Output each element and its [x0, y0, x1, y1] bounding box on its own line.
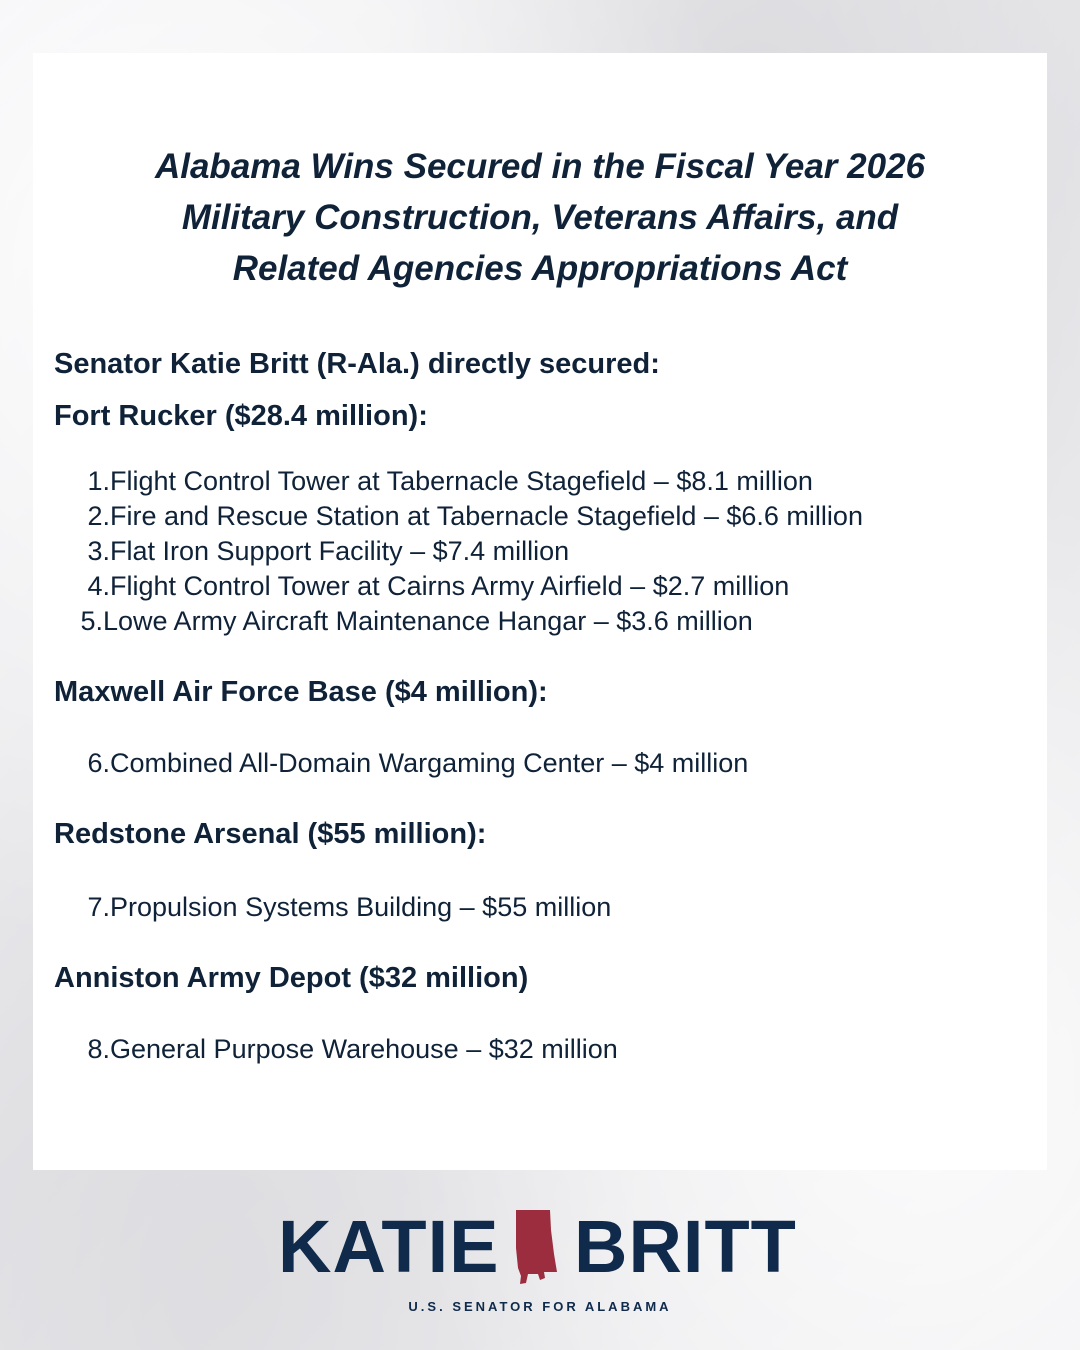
list-item-text: Flight Control Tower at Cairns Army Airfield – $2.7 million: [110, 571, 790, 601]
list-item-text: General Purpose Warehouse – $32 million: [110, 1034, 618, 1064]
list-item-text: Flight Control Tower at Tabernacle Stagefield – $8.1 million: [110, 466, 813, 496]
list-item-text: Fire and Rescue Station at Tabernacle Stagefield – $6.6 million: [110, 501, 863, 531]
title-line-1: Alabama Wins Secured in the Fiscal Year 2026: [154, 147, 926, 186]
list-item-number: 6.: [87, 748, 110, 778]
list-item-text: Flat Iron Support Facility – $7.4 million: [110, 536, 570, 566]
list-item-number: 7.: [87, 892, 110, 922]
list-item-number: 5.: [80, 606, 103, 636]
section-heading-redstone: Redstone Arsenal ($55 million):: [54, 818, 487, 850]
title-line-2: Military Construction, Veterans Affairs, and: [181, 198, 899, 237]
list-item-number: 4.: [87, 571, 110, 601]
list-item-text: Propulsion Systems Building – $55 million: [110, 892, 612, 922]
logo-first-name: KATIE: [278, 1205, 500, 1288]
list-item-number: 2.: [87, 501, 110, 531]
list-item-number: 8.: [87, 1034, 110, 1064]
logo-last-name: BRITT: [574, 1205, 797, 1288]
list-item-number: 3.: [87, 536, 110, 566]
alabama-state-icon: [510, 1208, 560, 1288]
page-title: [0, 141, 1080, 294]
katie-britt-logo: [278, 1205, 802, 1288]
title-line-3: Related Agencies Appropriations Act: [232, 249, 848, 288]
logo-tagline: U.S. SENATOR FOR ALABAMA: [408, 1299, 672, 1314]
list-item-text: Lowe Army Aircraft Maintenance Hangar – $3.6 million: [103, 606, 753, 636]
section-heading-anniston: Anniston Army Depot ($32 million): [54, 962, 529, 994]
intro-heading: Senator Katie Britt (R-Ala.) directly secured:: [54, 348, 660, 380]
list-item-number: 1.: [87, 466, 110, 496]
list-item-text: Combined All-Domain Wargaming Center – $4 million: [110, 748, 749, 778]
section-heading-maxwell: Maxwell Air Force Base ($4 million):: [54, 676, 548, 708]
section-heading-fort-rucker: Fort Rucker ($28.4 million):: [54, 400, 428, 432]
